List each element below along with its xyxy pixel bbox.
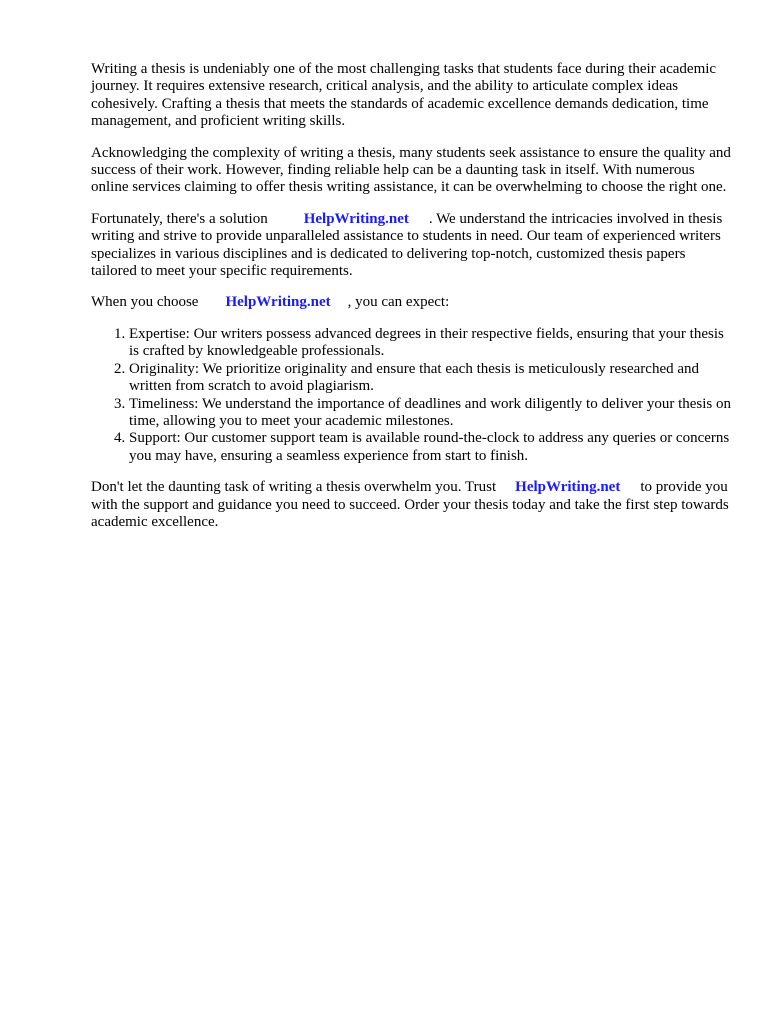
expectation-paragraph [91,294,731,311]
list-item: 3. Timeliness: We understand the importance of deadlines and work diligently to deliver your thesis on time, allowing you to meet your academic milestones. [129,396,731,431]
solution-paragraph [91,211,731,281]
benefits-list [91,326,731,465]
list-item: 2. Originality: We prioritize originality and ensure that each thesis is meticulously researched and written from scratch to avoid plagiarism. [129,361,731,396]
intro-paragraph: Writing a thesis is undeniably one of the most challenging tasks that students face during their academic journey. It requires extensive research, critical analysis, and the ability to articulate complex ideas cohesively. Crafting a thesis that meets the standards of academic excellence demands dedication, time management, and proficient writing skills. [91,61,717,130]
complexity-paragraph: Acknowledging the complexity of writing a thesis, many students seek assistance to ensure the quality and success of their work. However, finding reliable help can be a daunting task in itself. With numerous online services claiming to offer thesis writing assistance, it can be overwhelming to choose the right one. [91,144,731,196]
closing-paragraph [91,479,731,531]
solution-text-after: . We understand the intricacies involved in thesis writing and strive to provide unparalleled assistance to students in need. Our team of experienced writers specializes in various disciplines and is dedicated to delivering top-notch, customized thesis papers tailored to meet your specific requirements. [91,210,723,280]
closing-text-before: Don't let the daunting task of writing a thesis overwhelm you. Trust [91,479,497,496]
expectation-text-after: , you can expect: [347,294,450,311]
document-page [91,61,731,545]
solution-text-before: Fortunately, there's a solution [91,210,268,227]
list-item: 1. Expertise: Our writers possess advanced degrees in their respective fields, ensuring that your thesis is crafted by knowledgeable professionals. [129,326,731,361]
closing-text-after: to provide you with the support and guidance you need to succeed. Order your thesis today and take the first step towards academic excellence. [91,479,729,530]
expectation-text-before: When you choose [91,294,199,311]
list-item: 4. Support: Our customer support team is available round-the-clock to address any queries or concerns you may have, ensuring a seamless experience from start to finish. [129,430,731,465]
helpwriting-link-1[interactable]: HelpWriting.net [303,210,409,227]
helpwriting-link-3[interactable]: HelpWriting.net [515,479,621,496]
helpwriting-link-2[interactable]: HelpWriting.net [225,294,331,311]
